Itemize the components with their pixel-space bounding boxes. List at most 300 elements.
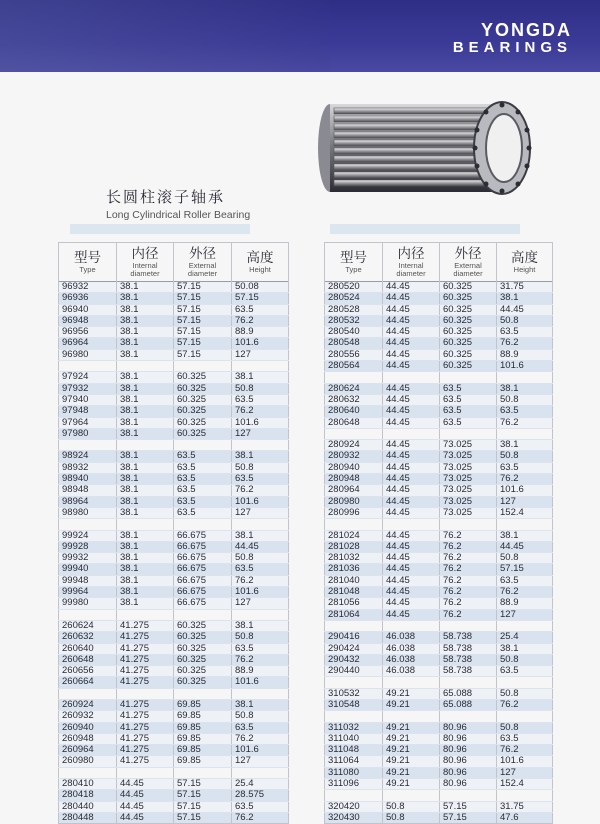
cell-height: 76.2 [232,485,289,496]
cell-type: 96932 [59,282,117,293]
cell-external-diameter: 57.15 [174,327,232,338]
empty-cell [497,711,553,722]
table-row [59,711,289,722]
cell-type: 96940 [59,304,117,315]
cell-internal-diameter: 44.45 [117,812,174,823]
cell-external-diameter: 60.325 [440,315,497,326]
cell-internal-diameter: 44.45 [383,315,440,326]
cell-height: 127 [232,349,289,360]
table-row [325,315,553,326]
cell-external-diameter: 63.5 [440,394,497,405]
cell-internal-diameter: 44.45 [383,598,440,609]
cell-type: 260932 [59,711,117,722]
cell-external-diameter: 63.5 [440,383,497,394]
cell-height: 76.2 [232,575,289,586]
cell-type: 280940 [325,462,383,473]
cell-height: 50.8 [497,553,553,564]
table-row [59,428,289,439]
group-separator [59,767,289,778]
cell-type: 311032 [325,722,383,733]
col-type-cn: 型号 [340,250,367,266]
cell-type: 98948 [59,485,117,496]
cell-height: 76.2 [497,699,553,710]
cell-height: 50.08 [232,282,289,293]
cell-external-diameter: 76.2 [440,587,497,598]
cell-height: 47.6 [497,812,553,823]
empty-cell [174,609,232,620]
cell-height: 76.2 [232,315,289,326]
cell-height: 76.2 [232,406,289,417]
empty-cell [440,620,497,631]
table-row [325,564,553,575]
col-height [232,243,289,282]
cell-type: 281024 [325,530,383,541]
cell-internal-diameter: 38.1 [117,372,174,383]
cell-internal-diameter: 41.275 [117,677,174,688]
cell-height: 101.6 [232,745,289,756]
cell-internal-diameter: 38.1 [117,564,174,575]
cell-external-diameter: 66.675 [174,530,232,541]
cell-internal-diameter: 50.8 [383,812,440,823]
cell-height: 76.2 [232,812,289,823]
empty-cell [232,688,289,699]
empty-cell [440,790,497,801]
table-row [325,451,553,462]
cell-internal-diameter: 44.45 [383,304,440,315]
cell-external-diameter: 60.325 [440,338,497,349]
cell-internal-diameter: 44.45 [383,474,440,485]
cell-internal-diameter: 44.45 [383,485,440,496]
table-row [325,541,553,552]
cell-height: 76.2 [232,733,289,744]
empty-cell [383,428,440,439]
empty-cell [325,519,383,530]
cell-height: 101.6 [497,756,553,767]
cell-external-diameter: 60.325 [174,394,232,405]
cell-height: 50.8 [232,632,289,643]
col-external-diameter [440,243,497,282]
cell-type: 98924 [59,451,117,462]
cell-external-diameter: 69.85 [174,756,232,767]
cell-height: 38.1 [497,530,553,541]
empty-cell [59,688,117,699]
cell-height: 63.5 [497,575,553,586]
cell-external-diameter: 63.5 [440,406,497,417]
cell-external-diameter: 60.325 [174,383,232,394]
empty-cell [497,372,553,383]
cell-external-diameter: 80.96 [440,756,497,767]
cell-internal-diameter: 38.1 [117,327,174,338]
col-external-cn: 外径 [189,246,216,262]
cell-height: 152.4 [497,507,553,518]
cell-internal-diameter: 49.21 [383,745,440,756]
table-row [59,372,289,383]
cell-internal-diameter: 44.45 [117,801,174,812]
table-row [59,699,289,710]
cell-height: 63.5 [232,801,289,812]
cell-internal-diameter: 38.1 [117,428,174,439]
cell-external-diameter: 60.325 [174,654,232,665]
cell-height: 44.45 [497,304,553,315]
group-separator [59,688,289,699]
section-title [106,186,250,221]
table-row [59,338,289,349]
cell-type: 310548 [325,699,383,710]
table-row [325,304,553,315]
col-internal-diameter [117,243,174,282]
cell-internal-diameter: 38.1 [117,553,174,564]
col-type-en: Type [345,265,362,274]
cell-type: 281064 [325,609,383,620]
table-row [325,530,553,541]
cell-type: 311080 [325,767,383,778]
cell-type: 260648 [59,654,117,665]
col-internal-en: Internal diameter [396,261,426,278]
cell-height: 38.1 [232,699,289,710]
empty-cell [325,677,383,688]
cell-type: 99924 [59,530,117,541]
cell-external-diameter: 73.025 [440,496,497,507]
cell-external-diameter: 63.5 [174,507,232,518]
col-internal-cn: 内径 [397,246,425,262]
cell-height: 127 [232,598,289,609]
table-row [59,620,289,631]
cell-internal-diameter: 44.45 [383,282,440,293]
table-row [59,812,289,823]
cell-type: 320430 [325,812,383,823]
cell-internal-diameter: 44.45 [383,349,440,360]
cell-type: 281032 [325,553,383,564]
empty-cell [440,711,497,722]
cell-internal-diameter: 38.1 [117,315,174,326]
cell-internal-diameter: 49.21 [383,699,440,710]
table-row [59,282,289,293]
table-row [59,598,289,609]
cell-height: 63.5 [497,462,553,473]
cell-external-diameter: 76.2 [440,541,497,552]
cell-type: 260940 [59,722,117,733]
empty-cell [174,361,232,372]
cell-external-diameter: 60.325 [440,349,497,360]
col-external-en: External diameter [187,261,218,278]
table-header [325,243,553,282]
cell-external-diameter: 69.85 [174,733,232,744]
cell-type: 280532 [325,315,383,326]
cell-external-diameter: 60.325 [174,417,232,428]
table-row [325,474,553,485]
cell-external-diameter: 63.5 [440,417,497,428]
cell-internal-diameter: 44.45 [383,553,440,564]
cell-height: 63.5 [232,394,289,405]
cell-internal-diameter: 38.1 [117,282,174,293]
empty-cell [383,790,440,801]
cell-type: 281048 [325,587,383,598]
cell-height: 28.575 [232,790,289,801]
cell-internal-diameter: 44.45 [383,462,440,473]
empty-cell [325,711,383,722]
cell-type: 280624 [325,383,383,394]
empty-cell [440,677,497,688]
cell-internal-diameter: 38.1 [117,462,174,473]
cell-internal-diameter: 41.275 [117,756,174,767]
col-type-en: Type [79,265,96,274]
empty-cell [117,519,174,530]
table-row [325,383,553,394]
table-row [325,293,553,304]
cell-height: 76.2 [232,654,289,665]
cell-type: 281056 [325,598,383,609]
cell-internal-diameter: 38.1 [117,530,174,541]
cell-external-diameter: 66.675 [174,553,232,564]
cell-type: 290416 [325,632,383,643]
table-row [59,530,289,541]
cell-internal-diameter: 44.45 [383,361,440,372]
cell-external-diameter: 57.15 [440,801,497,812]
cell-height: 88.9 [232,666,289,677]
empty-cell [232,609,289,620]
cell-external-diameter: 63.5 [174,451,232,462]
col-internal-cn: 内径 [131,246,159,262]
cell-internal-diameter: 41.275 [117,643,174,654]
cell-internal-diameter: 41.275 [117,654,174,665]
empty-cell [440,428,497,439]
cell-internal-diameter: 38.1 [117,474,174,485]
cell-internal-diameter: 44.45 [383,383,440,394]
cell-internal-diameter: 44.45 [383,440,440,451]
cell-external-diameter: 69.85 [174,699,232,710]
cell-height: 127 [232,428,289,439]
cell-internal-diameter: 46.038 [383,654,440,665]
group-separator [325,620,553,631]
table-row [59,327,289,338]
cell-external-diameter: 60.325 [174,677,232,688]
cell-type: 311048 [325,745,383,756]
table-row [59,564,289,575]
cell-internal-diameter: 49.21 [383,779,440,790]
cell-internal-diameter: 38.1 [117,417,174,428]
empty-cell [117,688,174,699]
table-row [325,507,553,518]
cell-type: 290424 [325,643,383,654]
cell-external-diameter: 60.325 [440,282,497,293]
cell-type: 96956 [59,327,117,338]
cell-type: 96936 [59,293,117,304]
table-row [325,801,553,812]
cell-external-diameter: 57.15 [174,282,232,293]
cell-type: 281040 [325,575,383,586]
cell-height: 57.15 [232,293,289,304]
cell-internal-diameter: 38.1 [117,349,174,360]
table-row [325,338,553,349]
cell-external-diameter: 60.325 [174,643,232,654]
empty-cell [117,440,174,451]
cell-type: 98932 [59,462,117,473]
table-row [325,349,553,360]
group-separator [59,519,289,530]
cell-internal-diameter: 44.45 [117,790,174,801]
cell-external-diameter: 76.2 [440,564,497,575]
cell-height: 50.8 [497,722,553,733]
cell-type: 260632 [59,632,117,643]
table-row [325,496,553,507]
cell-type: 97980 [59,428,117,439]
cell-external-diameter: 60.325 [440,304,497,315]
cell-height: 63.5 [232,474,289,485]
bearing-table-right [324,242,553,824]
cell-height: 44.45 [232,541,289,552]
cell-internal-diameter: 41.275 [117,620,174,631]
table-row [59,541,289,552]
cell-type: 290432 [325,654,383,665]
table-row [325,767,553,778]
cell-height: 25.4 [497,632,553,643]
empty-cell [383,620,440,631]
cell-external-diameter: 76.2 [440,530,497,541]
cell-height: 63.5 [232,304,289,315]
table-row [59,666,289,677]
cell-external-diameter: 63.5 [174,474,232,485]
table-row [325,553,553,564]
group-separator [325,428,553,439]
group-separator [325,372,553,383]
cell-internal-diameter: 44.45 [383,451,440,462]
cell-external-diameter: 65.088 [440,688,497,699]
cell-type: 97948 [59,406,117,417]
table-row [59,654,289,665]
cell-height: 63.5 [497,327,553,338]
cell-external-diameter: 57.15 [174,293,232,304]
table-row [325,756,553,767]
cell-external-diameter: 63.5 [174,496,232,507]
table-row [59,417,289,428]
cell-height: 88.9 [497,598,553,609]
table-row [59,406,289,417]
cell-type: 281036 [325,564,383,575]
cell-external-diameter: 60.325 [440,361,497,372]
cell-type: 97940 [59,394,117,405]
empty-cell [497,790,553,801]
cell-type: 260640 [59,643,117,654]
cell-internal-diameter: 38.1 [117,406,174,417]
cell-external-diameter: 58.738 [440,632,497,643]
cell-internal-diameter: 49.21 [383,756,440,767]
empty-cell [440,372,497,383]
cell-height: 63.5 [497,666,553,677]
cell-internal-diameter: 38.1 [117,575,174,586]
cell-height: 127 [232,507,289,518]
cell-height: 38.1 [232,372,289,383]
cell-type: 281028 [325,541,383,552]
table-row [325,733,553,744]
cell-internal-diameter: 41.275 [117,711,174,722]
cell-internal-diameter: 44.45 [383,587,440,598]
empty-cell [440,519,497,530]
cell-type: 96980 [59,349,117,360]
cell-internal-diameter: 44.45 [383,338,440,349]
cell-external-diameter: 60.325 [174,666,232,677]
title-english: Long Cylindrical Roller Bearing [106,209,251,221]
cell-external-diameter: 76.2 [440,553,497,564]
cell-type: 320420 [325,801,383,812]
cell-type: 290440 [325,666,383,677]
cell-external-diameter: 57.15 [440,812,497,823]
cell-height: 50.8 [232,383,289,394]
cell-internal-diameter: 46.038 [383,643,440,654]
cell-internal-diameter: 46.038 [383,666,440,677]
cell-height: 50.8 [497,451,553,462]
table-row [59,496,289,507]
cell-external-diameter: 73.025 [440,451,497,462]
table-row [325,575,553,586]
group-separator [325,519,553,530]
cell-type: 280410 [59,779,117,790]
cell-height: 76.2 [497,745,553,756]
cell-external-diameter: 76.2 [440,575,497,586]
col-internal-en: Internal diameter [130,261,160,278]
table-row [59,304,289,315]
cell-external-diameter: 65.088 [440,699,497,710]
table-row [325,654,553,665]
empty-cell [497,677,553,688]
cell-external-diameter: 66.675 [174,564,232,575]
cell-height: 127 [497,767,553,778]
cell-internal-diameter: 38.1 [117,541,174,552]
cell-internal-diameter: 44.45 [117,779,174,790]
empty-cell [232,361,289,372]
table-row [59,507,289,518]
col-internal-diameter [383,243,440,282]
cell-type: 280548 [325,338,383,349]
cell-type: 96964 [59,338,117,349]
cell-external-diameter: 66.675 [174,598,232,609]
header-banner [0,0,600,72]
cell-height: 101.6 [497,361,553,372]
empty-cell [497,428,553,439]
table-row [59,349,289,360]
empty-cell [325,372,383,383]
cell-type: 280632 [325,394,383,405]
table-row [325,745,553,756]
cell-type: 280980 [325,496,383,507]
empty-cell [59,361,117,372]
cell-internal-diameter: 38.1 [117,293,174,304]
faded-band-right [330,224,520,234]
cell-internal-diameter: 38.1 [117,304,174,315]
cell-type: 260964 [59,745,117,756]
table-row [59,790,289,801]
cell-height: 50.8 [232,462,289,473]
cell-external-diameter: 57.15 [174,801,232,812]
cell-height: 38.1 [497,293,553,304]
col-type [59,243,117,282]
cell-type: 311040 [325,733,383,744]
cell-internal-diameter: 41.275 [117,745,174,756]
cell-internal-diameter: 44.45 [383,575,440,586]
cell-external-diameter: 76.2 [440,609,497,620]
cell-height: 76.2 [497,417,553,428]
cell-height: 63.5 [232,643,289,654]
cell-type: 280564 [325,361,383,372]
cell-internal-diameter: 44.45 [383,496,440,507]
bearing-image [312,96,544,208]
group-separator [325,711,553,722]
cell-internal-diameter: 44.45 [383,293,440,304]
empty-cell [174,440,232,451]
table-row [325,462,553,473]
cell-height: 88.9 [497,349,553,360]
cell-external-diameter: 80.96 [440,767,497,778]
table-row [325,666,553,677]
